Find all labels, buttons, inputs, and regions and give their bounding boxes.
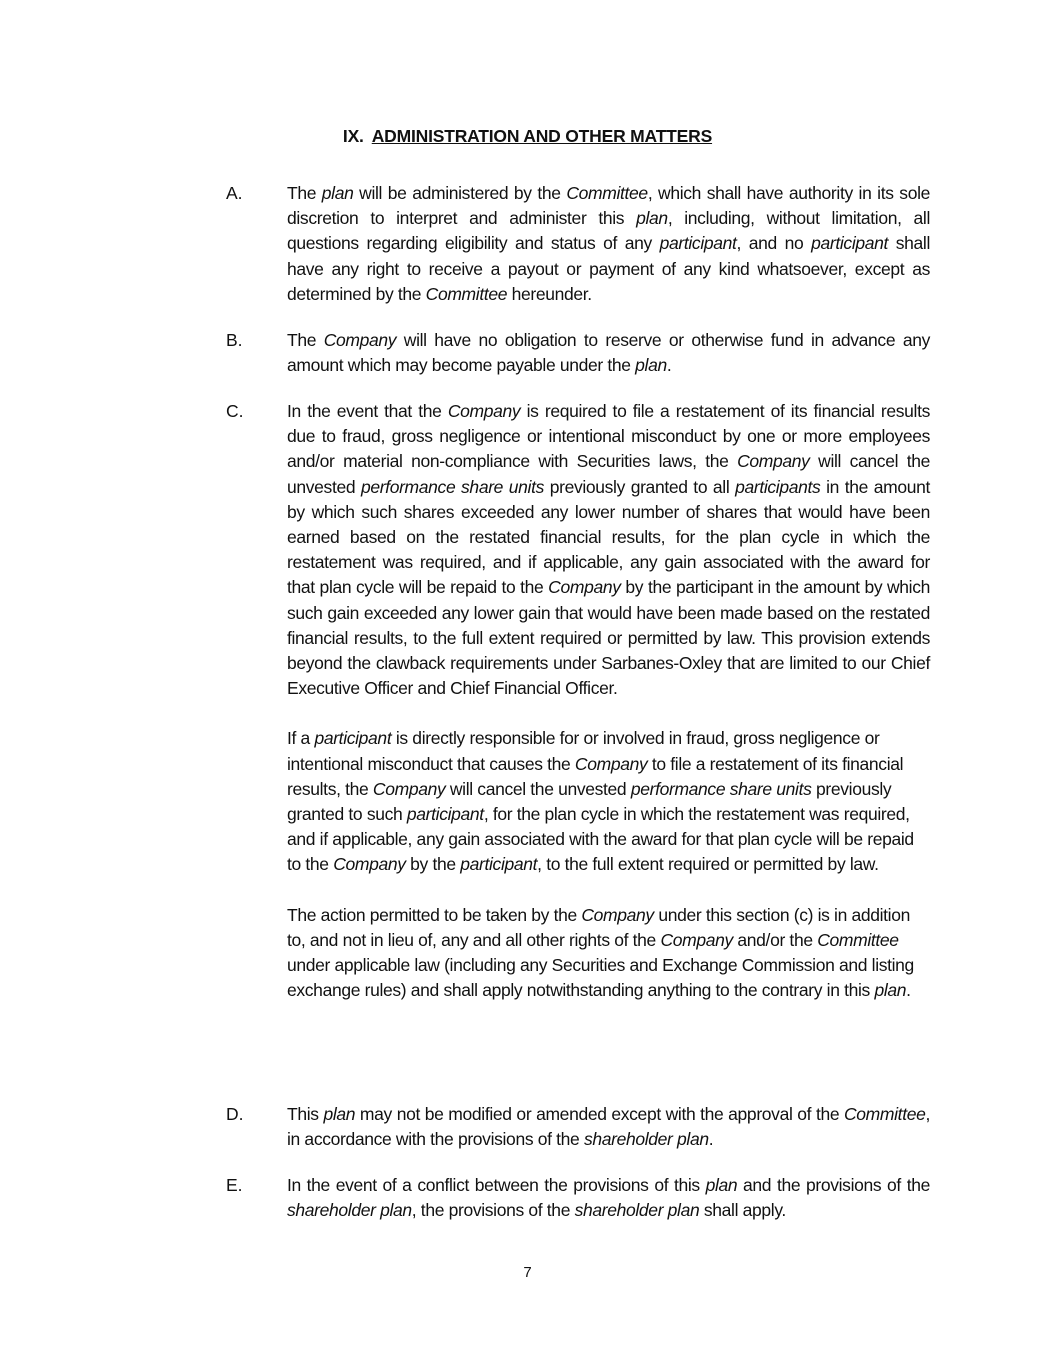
emphasized-term: Company <box>333 854 406 875</box>
section-number: IX. <box>342 126 364 146</box>
emphasized-term: plan <box>705 1175 738 1195</box>
text-run: , the provisions of the <box>411 1200 575 1221</box>
emphasized-term: participants <box>735 476 821 497</box>
text-run: , and no <box>736 233 812 254</box>
emphasized-term: participant <box>811 233 889 254</box>
section-heading <box>0 126 1055 147</box>
text-run: This <box>287 1104 324 1124</box>
item-letter: E. <box>226 1175 243 1195</box>
emphasized-term: plan <box>874 980 907 1001</box>
emphasized-term: shareholder plan <box>583 1129 709 1150</box>
item-letter: C. <box>226 401 244 421</box>
text-run: previously granted to all <box>544 476 736 497</box>
item-body <box>287 181 930 307</box>
text-run: . <box>708 1129 714 1150</box>
item-body <box>287 328 930 378</box>
item-paragraph <box>287 328 930 378</box>
item-body <box>287 399 930 1003</box>
emphasized-term: Committee <box>425 283 508 304</box>
section-title: ADMINISTRATION AND OTHER MATTERS <box>371 126 713 146</box>
text-run: is required to file a restatement of its financial results due to fraud, gross negligence or intentional misconduct by one or more employees and/or material non-compliance with Securities laws, the <box>287 401 930 472</box>
emphasized-term: Company <box>548 577 621 598</box>
text-run: will have no obligation to reserve or otherwise fund in advance any amount which may become payable under the <box>287 330 930 376</box>
item-body <box>287 1173 930 1223</box>
text-run: In the event of a conflict between the provisions of this <box>287 1175 706 1195</box>
emphasized-term: plan <box>636 208 668 229</box>
text-run: The <box>287 330 324 350</box>
emphasized-term: Company <box>372 778 446 799</box>
item-paragraph <box>287 903 930 1004</box>
item-letter: A. <box>226 183 243 203</box>
page-number: 7 <box>523 1264 532 1281</box>
text-run: to file a restatement of its financial results, the <box>287 753 904 799</box>
emphasized-term: Company <box>574 753 648 774</box>
emphasized-term: participant <box>314 728 392 749</box>
item-paragraph <box>287 726 930 877</box>
text-run: In the event that the <box>287 401 448 421</box>
emphasized-term: participant <box>460 854 538 875</box>
emphasized-term: shareholder plan <box>287 1200 412 1221</box>
text-run: shall have any right to receive a payout or payment of any kind whatsoever, except as determined by the <box>287 233 930 304</box>
emphasized-term: participant <box>659 233 737 254</box>
text-run: , for the plan cycle in which the restatement was required, and if applicable, any gain associated with the award for that plan cycle will be repaid to the <box>287 804 914 875</box>
text-run: The <box>287 183 322 203</box>
item-body <box>287 1102 930 1152</box>
emphasized-term: shareholder plan <box>574 1200 700 1221</box>
emphasized-term: plan <box>323 1104 356 1124</box>
emphasized-term: Company <box>581 904 654 925</box>
emphasized-term: Company <box>323 330 397 350</box>
text-run: will cancel the unvested <box>445 778 631 799</box>
emphasized-term: participant <box>406 804 484 825</box>
emphasized-term: Committee <box>566 183 648 203</box>
text-run: , in accordance with the provisions of the <box>287 1104 930 1150</box>
text-run: by the participant in the amount by which such gain exceeded any lower gain that would have been made based on the restated financial results, to the full extent required or permitted by law. This provision extends beyond the clawback requirements under Sarbanes-Oxley that are limited to our Chief Executive Officer and Chief Financial Officer. <box>287 577 930 699</box>
item-paragraph <box>287 181 930 307</box>
text-run: , including, without limitation, all questions regarding eligibility and status of any <box>287 208 930 254</box>
text-run: in the amount by which such shares exceeded any lower number of shares that would have been earned based on the restated financial results, for the plan cycle in which the restatement was required, and if applicable, any gain associated with the award for that plan cycle will be repaid to the <box>287 476 930 598</box>
text-run: under applicable law (including any Securities and Exchange Commission and listing exchange rules) and shall apply notwithstanding anything to the contrary in this <box>287 955 914 1001</box>
item-paragraph <box>287 1102 930 1152</box>
text-run: and the provisions of the <box>737 1175 930 1195</box>
text-run: , to the full extent required or permitted by law. <box>537 854 879 875</box>
item-letter: B. <box>226 330 243 350</box>
text-run: may not be modified or amended except with the approval of the <box>355 1104 845 1124</box>
emphasized-term: plan <box>635 355 667 376</box>
item-paragraph <box>287 1173 930 1223</box>
text-run: , which shall have authority in its sole discretion to interpret and administer this <box>287 183 930 229</box>
text-run: under this section (c) is in addition to, and not in lieu of, any and all other rights of the <box>287 904 910 950</box>
item-paragraph <box>287 399 930 701</box>
emphasized-term: Company <box>737 451 810 472</box>
text-run: will cancel the unvested <box>287 451 930 497</box>
text-run: hereunder. <box>507 283 592 304</box>
item-letter: D. <box>226 1104 244 1124</box>
text-run: shall apply. <box>699 1200 786 1221</box>
emphasized-term: performance share units <box>630 778 812 799</box>
text-run: will be administered by the <box>353 183 567 203</box>
text-run: is directly responsible for or involved in fraud, gross negligence or intentional misconduct that causes the <box>287 728 880 774</box>
text-run: The action permitted to be taken by the <box>287 904 582 925</box>
text-run: by the <box>405 854 461 875</box>
emphasized-term: Company <box>447 401 521 421</box>
text-run: . <box>666 355 672 376</box>
emphasized-term: plan <box>321 183 354 203</box>
emphasized-term: Committee <box>844 1104 926 1124</box>
text-run: and/or the <box>732 929 818 950</box>
emphasized-term: Company <box>660 929 733 950</box>
text-run: . <box>906 980 911 1001</box>
emphasized-term: performance share units <box>360 476 544 497</box>
text-run: If a <box>287 728 315 749</box>
text-run: previously granted to such <box>287 778 892 825</box>
emphasized-term: Committee <box>817 929 899 950</box>
